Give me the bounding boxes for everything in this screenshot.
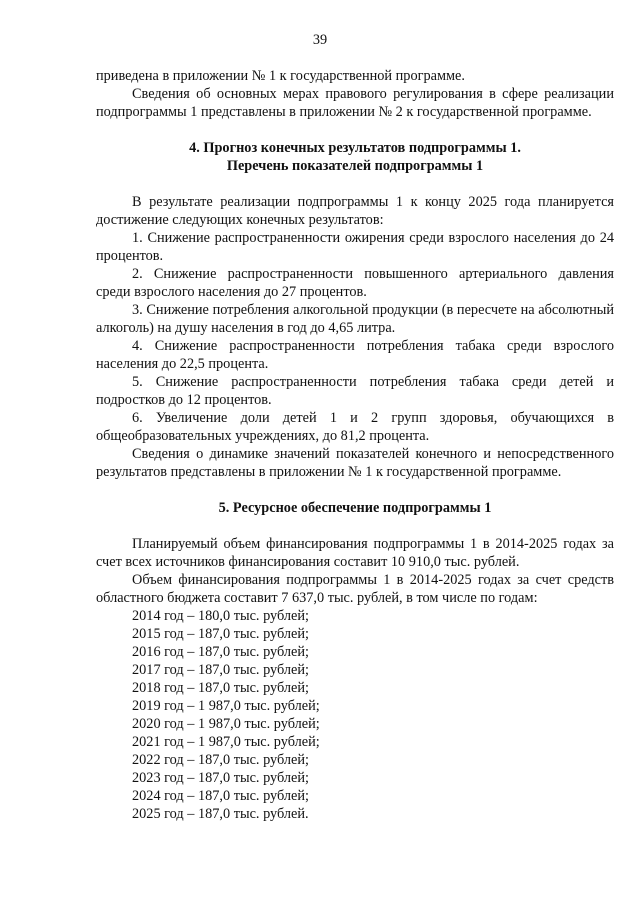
page-content xyxy=(96,67,614,823)
intro-paragraph: Сведения об основных мерах правового регулирования в сфере реализации подпрограммы 1 представлены в приложении № 2 к государственной программе. xyxy=(96,86,614,120)
funding-year-2021: 2021 год – 1 987,0 тыс. рублей; xyxy=(132,734,320,750)
result-item-3: 3. Снижение потребления алкогольной продукции (в пересчете на абсолютный алкоголь) на душу населения в год до 4,65 литра. xyxy=(96,302,614,336)
page-number: 39 xyxy=(312,32,328,48)
funding-year-2025: 2025 год – 187,0 тыс. рублей. xyxy=(132,806,309,822)
section-4-closing: Сведения о динамике значений показателей конечного и непосредственного результатов представлены в приложении № 1 к государственной программе. xyxy=(96,446,614,480)
funding-year-2019: 2019 год – 1 987,0 тыс. рублей; xyxy=(132,698,320,714)
funding-year-2016: 2016 год – 187,0 тыс. рублей; xyxy=(132,644,310,660)
funding-year-2023: 2023 год – 187,0 тыс. рублей; xyxy=(132,770,310,786)
result-item-5: 5. Снижение распространенности потребления табака среди детей и подростков до 12 процентов. xyxy=(96,374,614,408)
section-4-title-line-2: Перечень показателей подпрограммы 1 xyxy=(226,158,484,174)
section-5-paragraph-2: Объем финансирования подпрограммы 1 в 2014-2025 годах за счет средств областного бюджета составит 7 637,0 тыс. рублей, в том числе по годам: xyxy=(96,572,614,606)
section-4-title-line-1: 4. Прогноз конечных результатов подпрограммы 1. xyxy=(189,140,521,156)
funding-year-2015: 2015 год – 187,0 тыс. рублей; xyxy=(132,626,310,642)
section-5-title: 5. Ресурсное обеспечение подпрограммы 1 xyxy=(218,500,492,516)
section-4-lead: В результате реализации подпрограммы 1 к концу 2025 года планируется достижение следующих конечных результатов: xyxy=(96,194,614,228)
result-item-2: 2. Снижение распространенности повышенного артериального давления среди взрослого населения до 27 процентов. xyxy=(96,266,614,300)
result-item-6: 6. Увеличение доли детей 1 и 2 групп здоровья, обучающихся в общеобразовательных учреждениях, до 81,2 процента. xyxy=(96,410,614,444)
funding-year-2024: 2024 год – 187,0 тыс. рублей; xyxy=(132,788,310,804)
section-5-paragraph-1: Планируемый объем финансирования подпрограммы 1 в 2014-2025 годах за счет всех источников финансирования составит 10 910,0 тыс. рублей. xyxy=(96,536,614,570)
funding-year-2017: 2017 год – 187,0 тыс. рублей; xyxy=(132,662,310,678)
result-item-4: 4. Снижение распространенности потребления табака среди взрослого населения до 22,5 процента. xyxy=(96,338,614,372)
funding-year-2022: 2022 год – 187,0 тыс. рублей; xyxy=(132,752,310,768)
intro-line: приведена в приложении № 1 к государственной программе. xyxy=(96,68,465,84)
result-item-1: 1. Снижение распространенности ожирения среди взрослого населения до 24 процентов. xyxy=(96,230,614,264)
funding-year-2014: 2014 год – 180,0 тыс. рублей; xyxy=(132,608,310,624)
funding-year-2020: 2020 год – 1 987,0 тыс. рублей; xyxy=(132,716,320,732)
funding-year-2018: 2018 год – 187,0 тыс. рублей; xyxy=(132,680,310,696)
